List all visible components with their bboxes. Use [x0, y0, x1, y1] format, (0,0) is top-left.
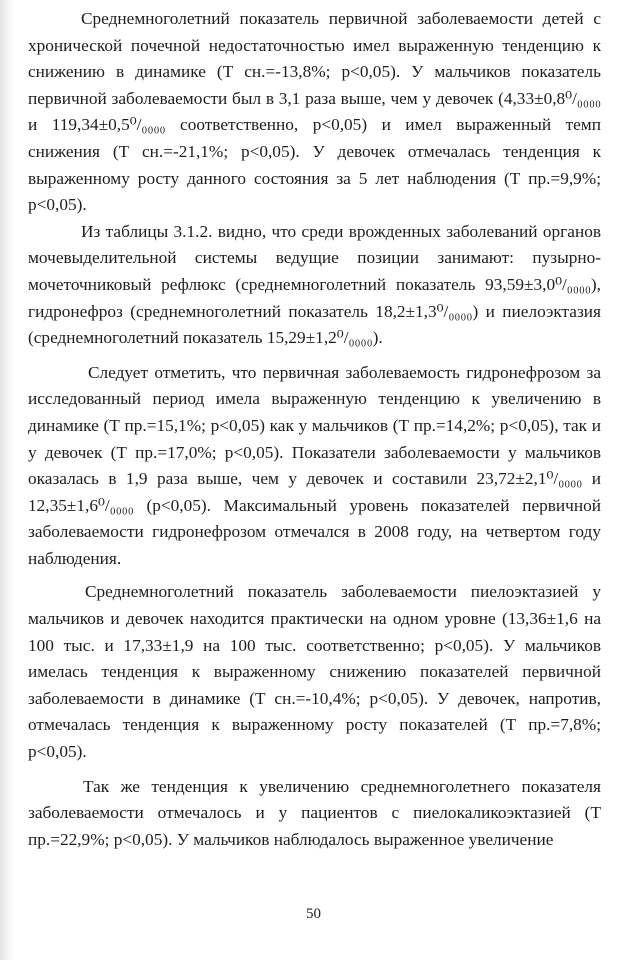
paragraph-2: Из таблицы 3.1.2. видно, что среди врожденных заболеваний органов мочевыделительной системы ведущие позиции занимают: пузырно-мочеточниковый рефлюкс (среднемноголетний показатель 93,59±3,0⁰/₀₀₀₀), гидронефроз (среднемноголетний показатель 18,2±1,3⁰/₀₀₀₀) и пиелоэктазия (среднемноголетний показатель 15,29±1,2⁰/₀₀₀₀).	[28, 221, 601, 348]
document-page	[28, 6, 601, 853]
paragraph-3: Следует отметить, что первичная заболеваемость гидронефрозом за исследованный период имела выраженную тенденцию к увеличению в динамике (Т пр.=15,1%; р<0,05) как у мальчиков (Т пр.=14,2%; р<0,05), так и у девочек (Т пр.=17,0%; р<0,05). Показатели заболеваемости у мальчиков оказалась в 1,9 раза выше, чем у девочек и составили 23,72±2,1⁰/₀₀₀₀ и 12,35±1,6⁰/₀₀₀₀ (р<0,05). Максимальный уровень показателей первичной заболеваемости гидронефрозом отмечался в 2008 году, на четвертом году наблюдения.	[28, 362, 601, 568]
paragraph-5: Так же тенденция к увеличению среднемноголетнего показателя заболеваемости отмечалось и у пациентов с пиелокаликоэктазией (Т пр.=22,9%; р<0,05). У мальчиков наблюдалось выраженное увеличение	[28, 776, 601, 849]
paragraph-4: Среднемноголетний показатель заболеваемости пиелоэктазией у мальчиков и девочек находится практически на одном уровне (13,36±1,6 на 100 тыс. и 17,33±1,9 на 100 тыс. соответственно; р<0,05). У мальчиков имелась тенденция к выраженному снижению показателей первичной заболеваемости в динамике (Т сн.=-10,4%; р<0,05). У девочек, напротив, отмечалась тенденция к выраженному росту показателей (Т пр.=7,8%; р<0,05).	[28, 582, 601, 762]
scan-edge-shadow	[0, 0, 14, 960]
paragraph-1: Среднемноголетний показатель первичной заболеваемости детей с хронической почечной недостаточностью имел выраженную тенденцию к снижению в динамике (Т сн.=-13,8%; р<0,05). У мальчиков показатель первичной заболеваемости был в 3,1 раза выше, чем у девочек (4,33±0,8⁰/₀₀₀₀ и 119,34±0,5⁰/₀₀₀₀ соответственно, р<0,05) и имел выраженный темп снижения (Т сн.=-21,1%; р<0,05). У девочек отмечалась тенденция к выраженному росту данного состояния за 5 лет наблюдения (Т пр.=9,9%; р<0,05).	[28, 9, 601, 215]
page-number: 50	[306, 906, 321, 922]
